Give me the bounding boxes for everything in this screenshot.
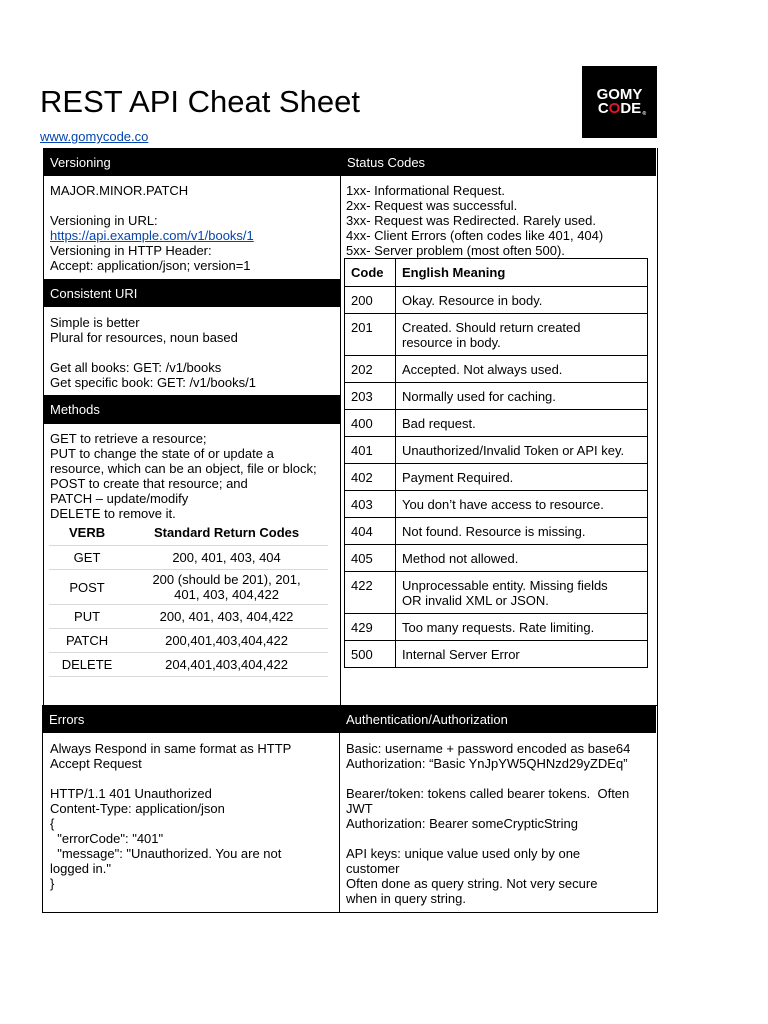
versioning-scheme: MAJOR.MINOR.PATCH — [50, 183, 189, 198]
page-title: REST API Cheat Sheet — [40, 84, 360, 119]
return-codes-cell: 200 (should be 201), 201, 401, 403, 404,422 — [125, 570, 328, 605]
gomycode-logo — [582, 66, 657, 138]
return-codes-column-header: Standard Return Codes — [125, 519, 328, 546]
meaning-cell: You don’t have access to resource. — [396, 491, 648, 518]
verb-cell: DELETE — [49, 653, 125, 677]
code-cell: 422 — [345, 572, 396, 614]
meaning-column-header: English Meaning — [396, 259, 648, 287]
code-cell: 400 — [345, 410, 396, 437]
code-cell: 201 — [345, 314, 396, 356]
verb-return-codes-table — [49, 519, 328, 677]
verb-cell: PATCH — [49, 629, 125, 653]
table-row — [345, 356, 648, 383]
table-row — [345, 464, 648, 491]
table-row — [49, 653, 328, 677]
table-row — [49, 629, 328, 653]
code-cell: 202 — [345, 356, 396, 383]
meaning-cell: Too many requests. Rate limiting. — [396, 614, 648, 641]
table-row — [345, 383, 648, 410]
verb-cell: PUT — [49, 605, 125, 629]
consistent-uri-text: Simple is better Plural for resources, noun based Get all books: GET: /v1/books Get specific book: GET: /v1/books/1 — [50, 315, 256, 390]
meaning-cell: Payment Required. — [396, 464, 648, 491]
table-row — [345, 518, 648, 545]
table-row — [345, 545, 648, 572]
versioning-header-label: Versioning in HTTP Header: — [50, 243, 212, 258]
code-cell: 401 — [345, 437, 396, 464]
verb-cell: POST — [49, 570, 125, 605]
status-codes-heading: Status Codes — [340, 148, 656, 176]
code-cell: 200 — [345, 287, 396, 314]
table-row — [49, 546, 328, 570]
table-row — [345, 491, 648, 518]
code-cell: 402 — [345, 464, 396, 491]
methods-heading: Methods — [43, 395, 340, 424]
meaning-cell: Method not allowed. — [396, 545, 648, 572]
versioning-heading: Versioning — [43, 148, 341, 176]
status-codes-table — [344, 258, 648, 668]
versioning-url-example — [50, 228, 254, 243]
verb-column-header: VERB — [49, 519, 125, 546]
meaning-cell: Unprocessable entity. Missing fields OR invalid XML or JSON. — [396, 572, 648, 614]
code-cell: 405 — [345, 545, 396, 572]
example-url-link[interactable]: https://api.example.com/v1/books/1 — [50, 228, 254, 243]
meaning-cell: Accepted. Not always used. — [396, 356, 648, 383]
meaning-cell: Normally used for caching. — [396, 383, 648, 410]
table-row — [345, 287, 648, 314]
meaning-cell: Created. Should return created resource in body. — [396, 314, 648, 356]
table-row — [49, 605, 328, 629]
logo-line-2: CODE ® — [597, 100, 647, 117]
errors-text: Always Respond in same format as HTTP Accept Request HTTP/1.1 401 Unauthorized Content-Type: application/json { "errorCode": "401" "message": "Unauthorized. You are not logged in." } — [50, 741, 292, 891]
errors-heading: Errors — [42, 705, 340, 733]
table-row — [345, 614, 648, 641]
status-classes-text: 1xx- Informational Request. 2xx- Request was successful. 3xx- Request was Redirected. Rarely used. 4xx- Client Errors (often codes like 401, 404) 5xx- Server problem (most often 500). — [346, 183, 604, 258]
meaning-cell: Internal Server Error — [396, 641, 648, 668]
table-header-row — [345, 259, 648, 287]
code-cell: 403 — [345, 491, 396, 518]
code-cell: 429 — [345, 614, 396, 641]
table-row — [345, 641, 648, 668]
meaning-cell: Okay. Resource in body. — [396, 287, 648, 314]
verb-cell: GET — [49, 546, 125, 570]
consistent-uri-heading: Consistent URI — [43, 279, 340, 307]
table-row — [49, 570, 328, 605]
versioning-url-label: Versioning in URL: — [50, 213, 158, 228]
methods-text: GET to retrieve a resource; PUT to change the state of or update a resource, which can be an object, file or block; POST to create that resource; and PATCH – update/modify DELETE to remove it. — [50, 431, 317, 521]
auth-text: Basic: username + password encoded as base64 Authorization: “Basic YnJpYW5QHNzd29yZDEq” Bearer/token: tokens called bearer tokens. Often JWT Authorization: Bearer someCrypticString API keys: unique value used only by one customer Often done as query string. Not very secure when in query string. — [346, 741, 631, 906]
meaning-cell: Not found. Resource is missing. — [396, 518, 648, 545]
auth-heading: Authentication/Authorization — [339, 705, 656, 733]
column-divider — [339, 733, 340, 912]
return-codes-cell: 200, 401, 403, 404 — [125, 546, 328, 570]
website-link[interactable]: www.gomycode.co — [40, 129, 149, 144]
table-row — [345, 314, 648, 356]
column-divider — [340, 176, 341, 705]
table-row — [345, 410, 648, 437]
meaning-cell: Unauthorized/Invalid Token or API key. — [396, 437, 648, 464]
code-cell: 404 — [345, 518, 396, 545]
return-codes-cell: 200,401,403,404,422 — [125, 629, 328, 653]
table-row — [345, 437, 648, 464]
table-header-row — [49, 519, 328, 546]
return-codes-cell: 200, 401, 403, 404,422 — [125, 605, 328, 629]
return-codes-cell: 204,401,403,404,422 — [125, 653, 328, 677]
code-cell: 203 — [345, 383, 396, 410]
versioning-header-example: Accept: application/json; version=1 — [50, 258, 251, 273]
table-row — [345, 572, 648, 614]
meaning-cell: Bad request. — [396, 410, 648, 437]
code-cell: 500 — [345, 641, 396, 668]
code-column-header: Code — [345, 259, 396, 287]
logo-line-1: GOMY — [596, 86, 643, 103]
